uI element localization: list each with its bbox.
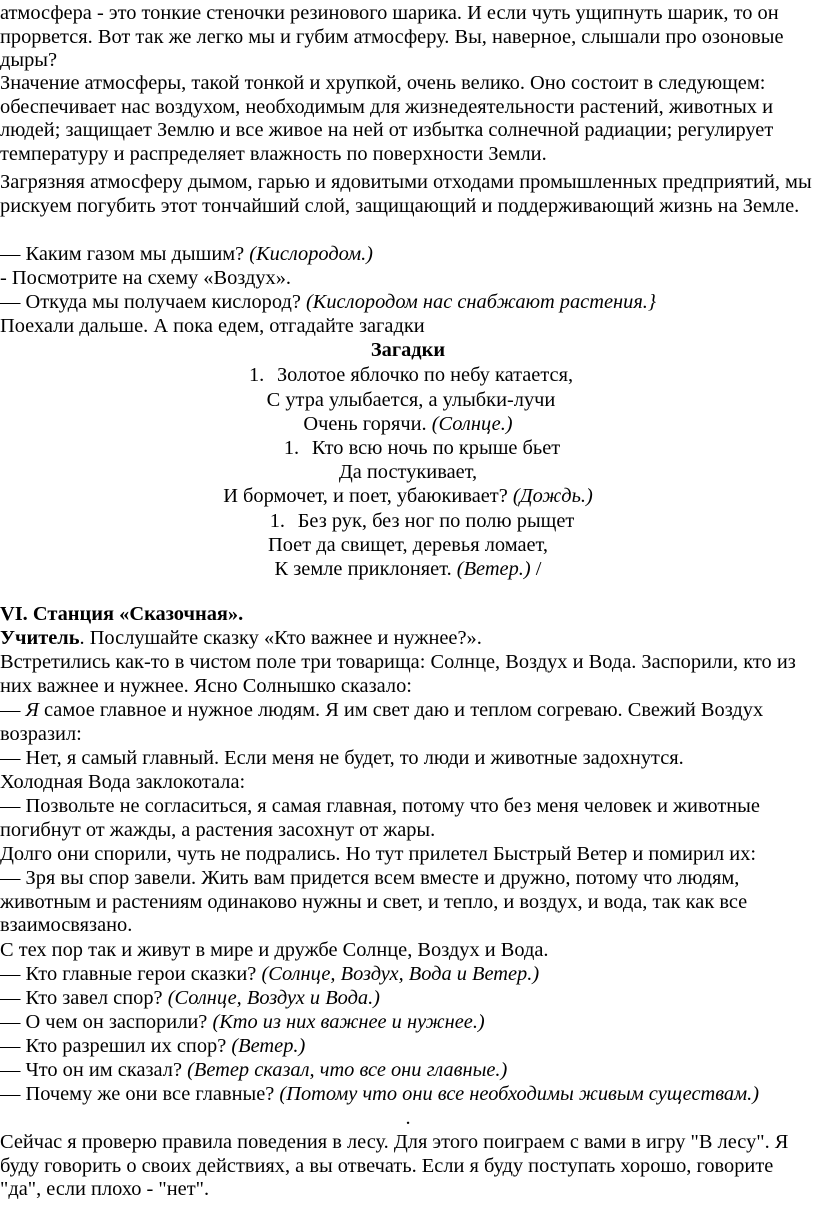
story-paragraph-5: — Позвольте не согласиться, я самая главная, потому что без меня человек и животные погибнут от жажды, а растения засохнут от жары. bbox=[0, 795, 760, 841]
answer-text: (Потому что они все необходимы живым существам.) bbox=[279, 1083, 760, 1105]
riddles-title bbox=[0, 339, 816, 363]
riddle-answer: (Дождь.) bbox=[512, 485, 593, 507]
answer-text: (Кислородом.) bbox=[249, 243, 373, 265]
story-paragraph-3: — Нет, я самый главный. Если меня не будет, то люди и животные задохнутся. bbox=[0, 747, 684, 769]
riddles-title-text: Загадки bbox=[370, 339, 446, 361]
list-number: 1. bbox=[283, 437, 300, 459]
teacher-label: Учитель bbox=[0, 627, 80, 649]
riddle-answer: (Ветер.) bbox=[456, 558, 531, 580]
answer-text: (Ветер.) bbox=[231, 1035, 306, 1057]
question-text: — Откуда мы получаем кислород? bbox=[0, 291, 307, 313]
riddle-line: Золотое яблочко по небу катается, bbox=[276, 364, 574, 386]
story-question-3 bbox=[0, 1011, 812, 1035]
riddles-intro: Поехали дальше. А пока едем, отгадайте загадки bbox=[0, 315, 425, 337]
intro-paragraph-3: Загрязняя атмосферу дымом, гарью и ядовитыми отходами промышленных предприятий, мы рискуем погубить этот тончайший слой, защищающий и поддерживающий жизнь на Земле. bbox=[0, 171, 812, 217]
station-heading bbox=[0, 603, 812, 627]
intro-paragraph-1: атмосфера - это тонкие стеночки резинового шарика. И если чуть ущипнуть шарик, то он прорвется. Вот так же легко мы и губим атмосферу. Вы, наверное, слышали про озоновые дыры? bbox=[0, 2, 784, 71]
story-paragraph-8: С тех пор так и живут в мире и дружбе Солнце, Воздух и Вода. bbox=[0, 939, 549, 961]
story-paragraph-1: Встретились как-то в чистом поле три товарища: Солнце, Воздух и Вода. Заспорили, кто из них важнее и нужнее. Ясно Солнышко сказало: bbox=[0, 651, 796, 697]
story-question-6 bbox=[0, 1083, 812, 1107]
story-question-2 bbox=[0, 987, 812, 1011]
question-text: — Что он им сказал? bbox=[0, 1059, 188, 1081]
list-number: 1. bbox=[269, 510, 285, 532]
story-paragraph-7: — Зря вы спор завели. Жить вам придется всем вместе и дружно, потому что людям, животным и растениям одинаково нужны и свет, и тепло, и воздух, и вода, так как все взаимосвязано. bbox=[0, 867, 748, 936]
story-question-1 bbox=[0, 963, 812, 987]
question-gas bbox=[0, 243, 812, 267]
riddle-line: И бормочет, и поет, убаюкивает? bbox=[223, 485, 513, 507]
teacher-line bbox=[0, 627, 812, 651]
riddle-3-line-3 bbox=[0, 558, 816, 582]
story-paragraph-2 bbox=[0, 699, 812, 746]
question-text: — Кто главные герои сказки? bbox=[0, 963, 262, 985]
intro-paragraph-2: Значение атмосферы, такой тонкой и хрупкой, очень велико. Оно состоит в следующем: обеспечивает нас воздухом, необходимым для жизнедеятельности растений, животных и людей; защищает Землю и все живое на ней от избытка солнечной радиации; регулирует температуру и распределяет влажность по поверхности Земли. bbox=[0, 72, 774, 165]
dash: — bbox=[0, 699, 26, 721]
riddle-1-line-1 bbox=[0, 364, 816, 388]
question-text: — Каким газом мы дышим? bbox=[0, 243, 250, 265]
story-question-4 bbox=[0, 1035, 812, 1059]
story-paragraph-6: Долго они спорили, чуть не подрались. Но тут прилетел Быстрый Ветер и помирил их: bbox=[0, 843, 757, 865]
station-heading-text: VI. Станция «Сказочная». bbox=[0, 603, 244, 625]
riddle-3-line-1 bbox=[0, 510, 816, 534]
question-text: — Кто завел спор? bbox=[0, 987, 168, 1009]
question-oxygen bbox=[0, 291, 812, 315]
answer-text: (Ветер сказал, что все они главные.) bbox=[187, 1059, 508, 1081]
question-text: — Почему же они все главные? bbox=[0, 1083, 280, 1105]
riddle-2-line-3 bbox=[0, 485, 816, 509]
emphasis: Я bbox=[25, 699, 39, 721]
answer-text: (Кислородом нас снабжают растения.} bbox=[306, 291, 657, 313]
riddle-2-line-1 bbox=[0, 437, 816, 461]
game-instructions: Сейчас я проверю правила поведения в лесу. Для этого поиграем с вами в игру "В лесу". Я буду говорить о своих действиях, а вы отвечать. Если я буду поступать хорошо, говорите "да", если плохо - "нет". bbox=[0, 1131, 789, 1200]
riddle-line: Без рук, без ног по полю рыщет bbox=[297, 510, 575, 532]
list-number: 1. bbox=[248, 364, 265, 386]
riddle-line: К земле приклоняет. bbox=[274, 558, 457, 580]
riddle-1-line-2: С утра улыбается, а улыбки-лучи bbox=[266, 389, 556, 411]
answer-text: (Кто из них важнее и нужнее.) bbox=[212, 1011, 485, 1033]
separator-dot: . bbox=[405, 1107, 411, 1129]
riddle-3-line-2: Поет да свищет, деревья ломает, bbox=[267, 534, 549, 556]
story-question-5 bbox=[0, 1059, 812, 1083]
question-text: — О чем он заспорили? bbox=[0, 1011, 213, 1033]
story-paragraph-4: Холодная Вода заклокотала: bbox=[0, 771, 246, 793]
answer-text: (Солнце, Воздух, Вода и Ветер.) bbox=[261, 963, 540, 985]
riddle-line: Кто всю ночь по крыше бьет bbox=[311, 437, 561, 459]
teacher-text: . Послушайте сказку «Кто важнее и нужнее?». bbox=[79, 627, 482, 649]
story-text: самое главное и нужное людям. Я им свет даю и теплом согреваю. Свежий Воздух возразил: bbox=[0, 699, 764, 745]
riddle-2-line-2: Да постукивает, bbox=[338, 461, 478, 483]
riddle-answer: (Солнце.) bbox=[431, 413, 513, 435]
riddle-line: Очень горячи. bbox=[303, 413, 432, 435]
answer-text: (Солнце, Воздух и Вода.) bbox=[167, 987, 380, 1009]
question-text: — Кто разрешил их спор? bbox=[0, 1035, 232, 1057]
riddle-1-line-3 bbox=[0, 413, 816, 437]
scheme-instruction: - Посмотрите на схему «Воздух». bbox=[0, 267, 292, 289]
riddle-tail: / bbox=[530, 558, 542, 580]
